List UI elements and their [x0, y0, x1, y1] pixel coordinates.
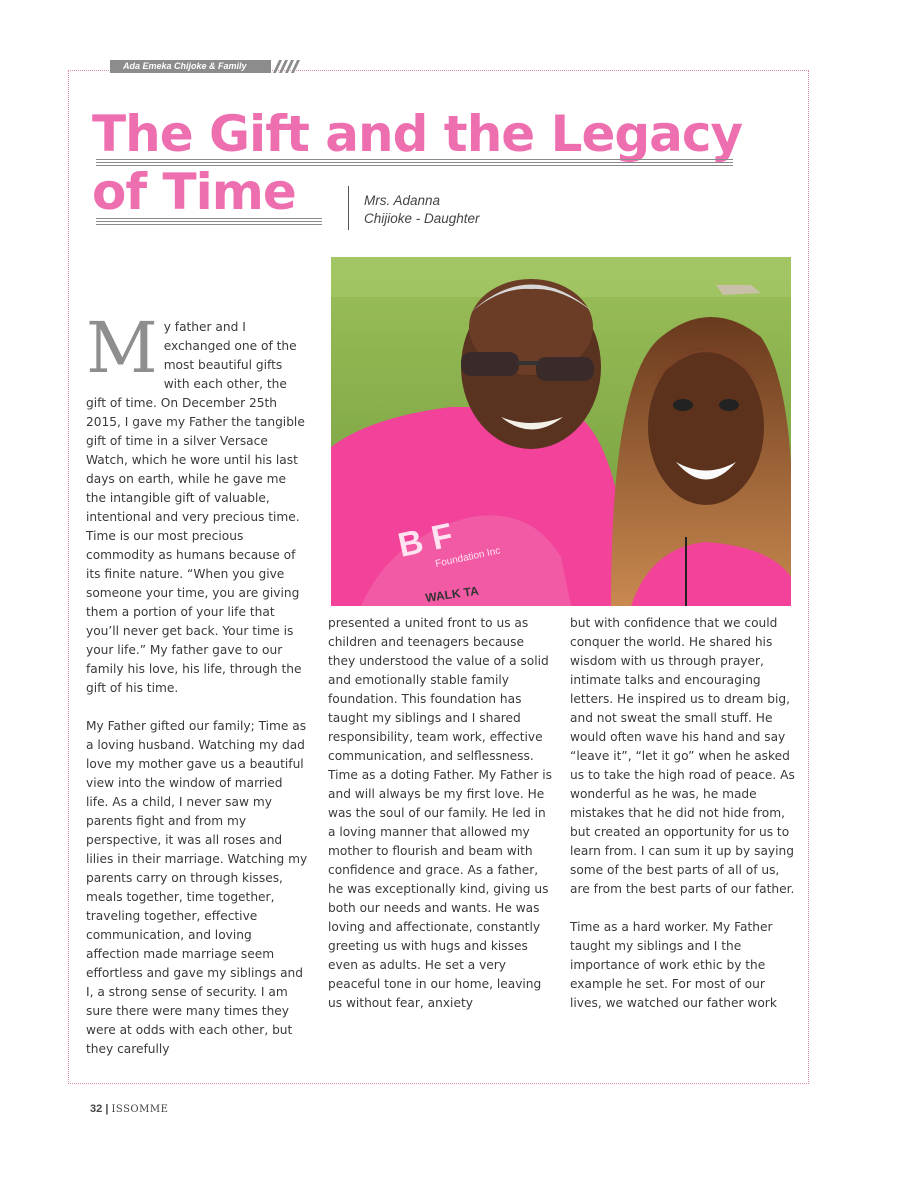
article-column-3	[570, 614, 796, 1013]
magazine-name: ISSOMME	[111, 1104, 169, 1115]
byline-name: Mrs. Adanna	[364, 193, 441, 208]
shirt-text-2: WALK TA	[424, 583, 480, 605]
shirt-text-1: Foundation Inc	[434, 545, 502, 570]
svg-text:B F: B F	[394, 516, 457, 565]
paragraph: but with confidence that we could conquer the world. He shared his wisdom with us through prayer, intimate talks and encouraging letters. He inspired us to dream big, and not sweat the small stuff. He would often wave his hand and say “leave it”, “let it go” when he asked us to take the high road of peace. As wonderful as he was, he made mistakes that he did not hide from, but created an opportunity for us to learn from. I can sum it up by saying some of the best parts of all of us, are from the best parts of our father.	[570, 616, 795, 896]
article-title-line-1: The Gift and the Legacy	[92, 105, 743, 163]
paragraph: Time as a hard worker. My Father taught my siblings and I the importance of work ethic by the example he set. For most of our lives, we watched our father work	[570, 920, 777, 1010]
paragraph: presented a united front to us as children and teenagers because they understood the value of a solid and emotionally stable family foundation. This foundation has taught my siblings and I shared responsibility, team work, effective communication, and selflessness.	[328, 616, 549, 763]
page-number: 32	[90, 1103, 103, 1115]
byline-divider	[348, 186, 349, 230]
header-tag: Ada Emeka Chijoke & Family	[110, 60, 271, 73]
article-title-line-2: of Time	[92, 163, 296, 221]
page-footer	[90, 1103, 168, 1115]
byline	[364, 192, 480, 228]
title-underline-2	[96, 218, 322, 225]
paragraph: My Father gifted our family; Time as a loving husband. Watching my dad love my mother gave us a beautiful view into the window of married life. As a child, I never saw my parents fight and from my perspective, it was all roses and lilies in their marriage. Watching my parents carry on through kisses, meals together, time together, traveling together, effective communication, and loving affection made marriage seem effortless and gave my siblings and I, a strong sense of security. I am sure there were many times they were at odds with each other, but they carefully	[86, 719, 308, 1056]
article-column-1	[86, 307, 308, 1059]
photo-image	[331, 257, 791, 606]
article-column-2	[328, 614, 554, 1013]
header-tag-stripes	[272, 60, 300, 73]
paragraph: y father and I exchanged one of the most beautiful gifts with each other, the gift of time. On December 25th 2015, I gave my Father the tangible gift of time in a silver Versace Watch, which he wore until his last days on earth, while he gave me the intangible gift of valuable, intentional and very precious time. Time is our most precious commodity as humans because of its finite nature. “When you give someone your time, you are giving them a portion of your life that you’ll never get back. Your time is your life.” My father gave to our family his love, his life, through the gift of his time.	[86, 320, 305, 695]
byline-role: Chijioke - Daughter	[364, 211, 480, 226]
photo-illustration	[331, 257, 791, 606]
paragraph: Time as a doting Father. My Father is and will always be my first love. He was the soul of our family. He led in a loving manner that allowed my mother to flourish and beam with confidence and grace. As a father, he was exceptionally kind, giving us both our needs and wants. He was loving and affectionate, constantly greeting us with hugs and kisses even as adults. He set a very peaceful tone in our home, leaving us without fear, anxiety	[328, 768, 553, 1010]
footer-separator: |	[105, 1103, 109, 1115]
drop-cap: M	[86, 307, 158, 389]
